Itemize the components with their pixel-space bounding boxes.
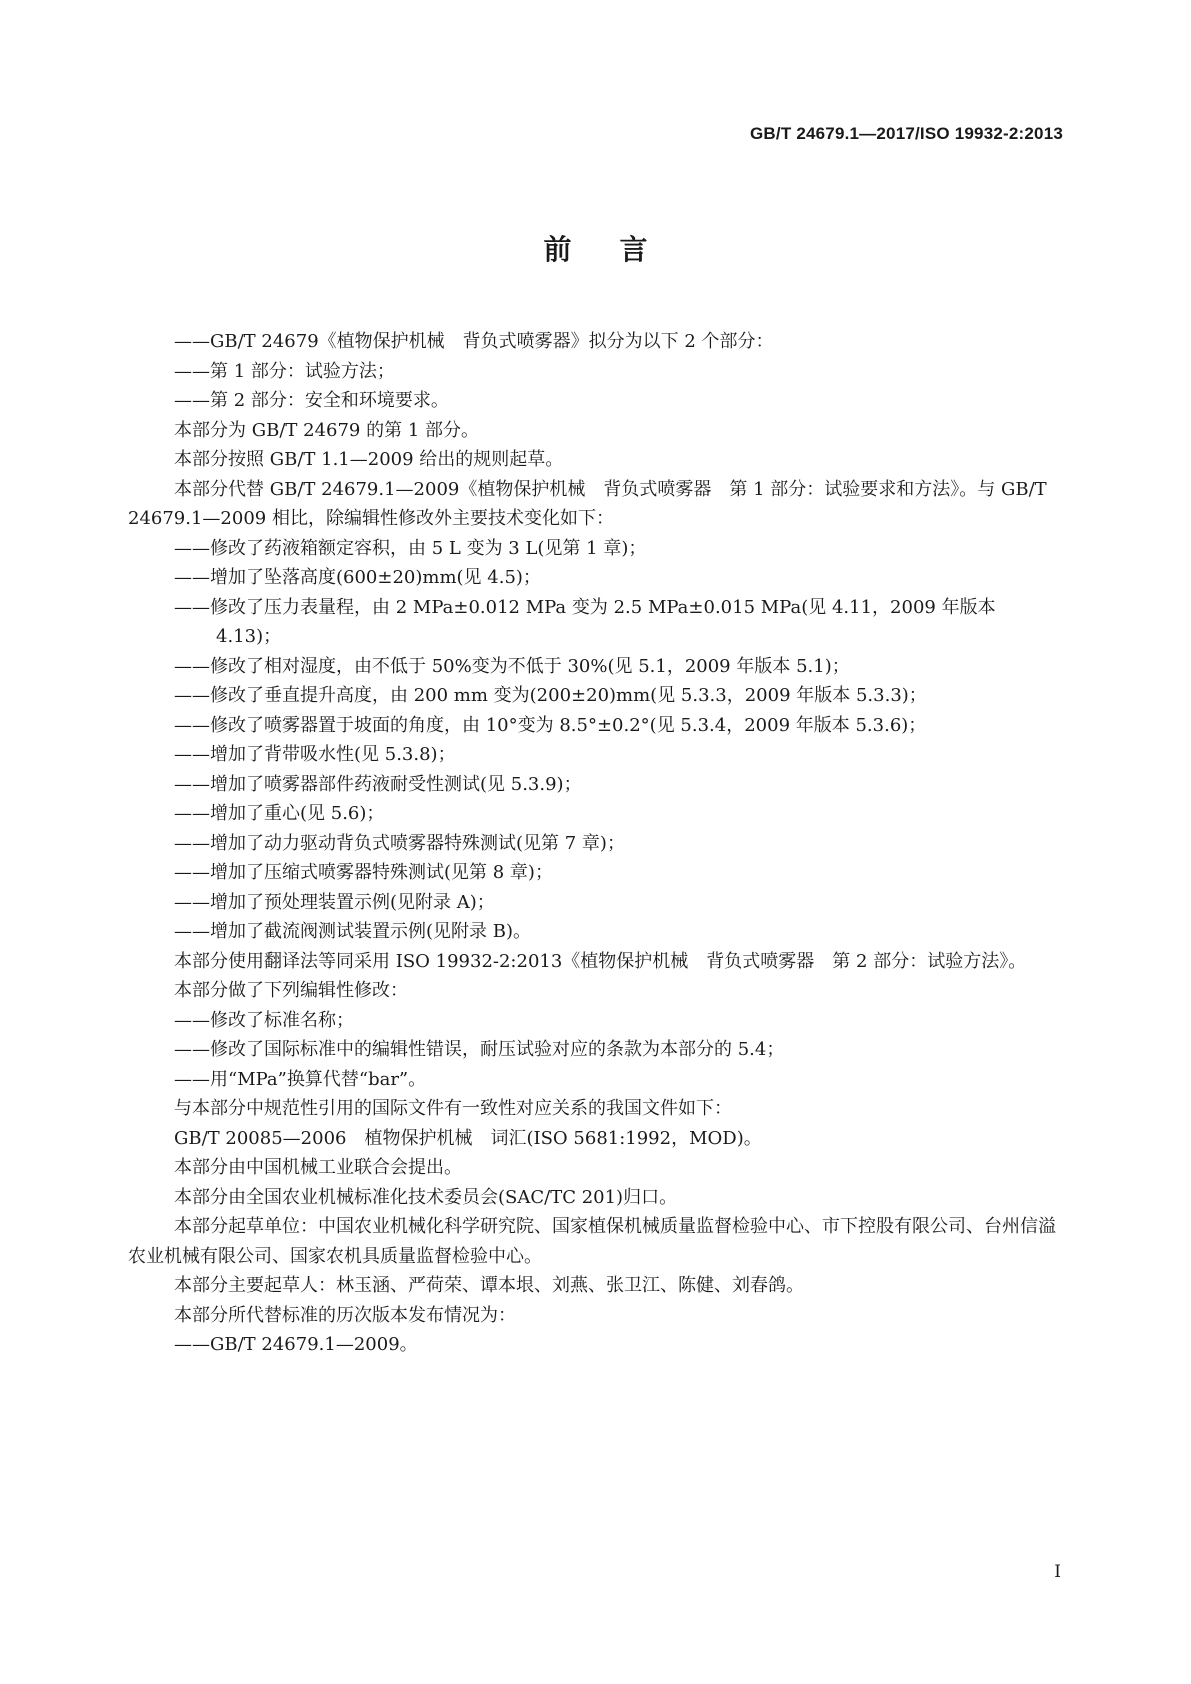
list-item: ——修改了垂直提升高度，由 200 mm 变为(200±20)mm(见 5.3.3，2009 年版本 5.3.3)； [174, 685, 927, 706]
paragraph: 本部分使用翻译法等同采用 ISO 19932-2:2013《植物保护机械 背负式喷雾器 第 2 部分：试验方法》。 [174, 950, 1027, 972]
list-item: ——增加了坠落高度(600±20)mm(见 4.5)； [174, 567, 541, 588]
page-number: I [1054, 1562, 1061, 1582]
list-item: ——修改了压力表量程，由 2 MPa±0.012 MPa 变为 2.5 MPa±0.015 MPa(见 4.11，2009 年版本 4.13)； [174, 596, 996, 647]
list-item: ——GB/T 24679《植物保护机械 背负式喷雾器》拟分为以下 2 个部分： [174, 331, 774, 352]
paragraph: 本部分起草单位：中国农业机械化科学研究院、国家植保机械质量监督检验中心、市下控股有限公司、台州信溢农业机械有限公司、国家农机具质量监督检验中心。 [128, 1216, 1056, 1267]
standard-code: GB/T 24679.1—2017/ISO 19932-2:2013 [750, 124, 1063, 143]
list-item: ——增加了预处理装置示例(见附录 A)； [174, 891, 495, 913]
paragraph: 本部分代替 GB/T 24679.1—2009《植物保护机械 背负式喷雾器 第 1 部分：试验要求和方法》。与 GB/T 24679.1—2009 相比，除编辑性修改外主要技术变化如下： [128, 478, 1047, 529]
list-item: ——增加了截流阀测试装置示例(见附录 B)。 [174, 921, 531, 942]
page-title: 前言 [543, 233, 696, 266]
list-item: ——第 1 部分：试验方法； [174, 360, 395, 382]
paragraph: 本部分主要起草人：林玉涵、严荷荣、谭本垠、刘燕、张卫江、陈健、刘春鸽。 [174, 1275, 804, 1296]
list-item: ——增加了动力驱动背负式喷雾器特殊测试(见第 7 章)； [174, 832, 625, 854]
paragraph: 本部分所代替标准的历次版本发布情况为： [174, 1304, 516, 1326]
paragraph: 本部分做了下列编辑性修改： [174, 980, 408, 1001]
list-item: ——增加了压缩式喷雾器特殊测试(见第 8 章)； [174, 862, 553, 883]
list-item: ——用“MPa”换算代替“bar”。 [174, 1068, 427, 1090]
paragraph: 本部分由中国机械工业联合会提出。 [174, 1157, 462, 1178]
paragraph: 与本部分中规范性引用的国际文件有一致性对应关系的我国文件如下： [174, 1098, 732, 1119]
list-item: ——增加了喷雾器部件药液耐受性测试(见 5.3.9)； [174, 773, 582, 795]
foreword-body [128, 327, 1063, 1360]
list-item: ——第 2 部分：安全和环境要求。 [174, 390, 449, 411]
paragraph: 本部分按照 GB/T 1.1—2009 给出的规则起草。 [174, 449, 564, 470]
paragraph: GB/T 20085—2006 植物保护机械 词汇(ISO 5681:1992，MOD)。 [174, 1127, 762, 1149]
list-item: ——GB/T 24679.1—2009。 [174, 1334, 418, 1355]
list-item: ——修改了喷雾器置于坡面的角度，由 10°变为 8.5°±0.2°(见 5.3.4，2009 年版本 5.3.6)； [174, 714, 927, 736]
list-item: ——修改了标准名称； [174, 1009, 354, 1031]
list-item: ——增加了背带吸水性(见 5.3.8)； [174, 744, 456, 765]
list-item: ——修改了药液箱额定容积，由 5 L 变为 3 L(见第 1 章)； [174, 537, 647, 559]
paragraph: 本部分由全国农业机械标准化技术委员会(SAC/TC 201)归口。 [174, 1186, 678, 1208]
paragraph: 本部分为 GB/T 24679 的第 1 部分。 [174, 419, 479, 441]
list-item: ——修改了国际标准中的编辑性错误，耐压试验对应的条款为本部分的 5.4； [174, 1039, 785, 1060]
list-item: ——修改了相对湿度，由不低于 50%变为不低于 30%(见 5.1，2009 年版本 5.1)； [174, 655, 850, 677]
list-item: ——增加了重心(见 5.6)； [174, 803, 385, 824]
